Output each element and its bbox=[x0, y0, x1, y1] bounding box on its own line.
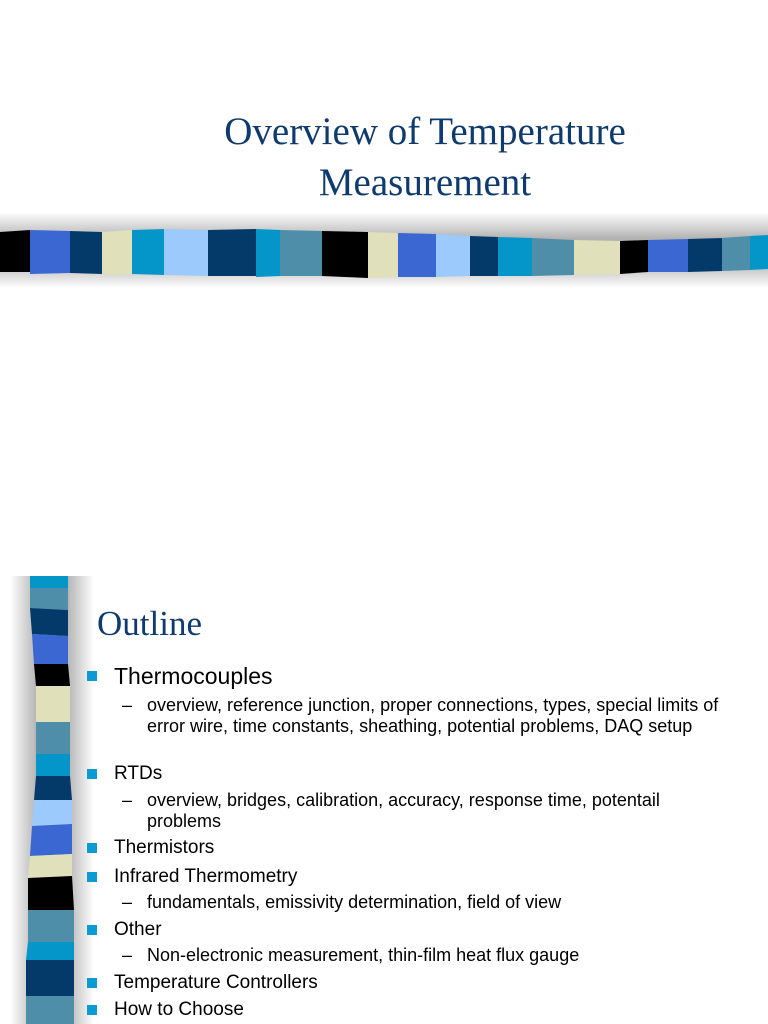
band-tile bbox=[26, 960, 74, 996]
band-tile bbox=[688, 238, 722, 272]
band-tile bbox=[30, 588, 68, 610]
outline-slide bbox=[0, 576, 768, 1024]
list-item-label: RTDs bbox=[114, 763, 163, 784]
band-tile bbox=[26, 996, 74, 1024]
list-item-label: Thermistors bbox=[114, 837, 215, 858]
band-tile bbox=[208, 229, 256, 276]
band-tile bbox=[30, 608, 68, 636]
band-tile bbox=[574, 240, 620, 275]
band-tile bbox=[256, 229, 280, 277]
band-tile bbox=[36, 686, 70, 722]
band-tile bbox=[648, 239, 688, 272]
band-tile bbox=[28, 876, 74, 910]
sub-list-item-text: overview, reference junction, proper connections, types, special limits of error wire, time constants, sheathing, potential problems, DAQ setup bbox=[147, 695, 719, 736]
decorative-vertical-band bbox=[0, 576, 100, 1024]
bullet-icon bbox=[87, 1005, 97, 1015]
band-tile bbox=[36, 722, 70, 754]
list-item-label: Infrared Thermometry bbox=[114, 866, 298, 887]
band-tile bbox=[0, 230, 30, 272]
band-tile bbox=[722, 236, 750, 271]
band-tile bbox=[30, 230, 70, 274]
band-tile bbox=[34, 776, 72, 800]
band-tile bbox=[436, 234, 470, 277]
band-tile bbox=[532, 238, 574, 276]
dash-marker: – bbox=[122, 892, 133, 912]
list-item-label: Thermocouples bbox=[114, 663, 273, 689]
bullet-icon bbox=[87, 872, 97, 882]
band-tile bbox=[132, 229, 164, 275]
band-tile bbox=[322, 231, 368, 278]
band-tile bbox=[164, 229, 208, 276]
band-tile bbox=[26, 942, 74, 960]
bullet-icon bbox=[87, 769, 97, 779]
sub-list-item-text: overview, bridges, calibration, accuracy, response time, potentail problems bbox=[147, 790, 660, 831]
band-tile bbox=[28, 910, 74, 942]
band-tile bbox=[30, 824, 72, 856]
dash-marker: – bbox=[122, 945, 133, 965]
slide-title-line-1: Overview of Temperature bbox=[224, 110, 626, 153]
band-tile bbox=[398, 233, 436, 277]
list-item-label: How to Choose bbox=[114, 999, 244, 1020]
band-tile bbox=[34, 664, 70, 686]
band-tile bbox=[36, 754, 70, 776]
band-tile bbox=[368, 232, 398, 278]
band-tile bbox=[470, 236, 498, 276]
bullet-icon bbox=[87, 978, 97, 988]
sub-list-item-text: fundamentals, emissivity determination, field of view bbox=[147, 892, 562, 912]
decorative-horizontal-band bbox=[0, 0, 768, 300]
band-tile bbox=[32, 800, 72, 826]
bullet-icon bbox=[87, 843, 97, 853]
dash-marker: – bbox=[122, 695, 133, 715]
dash-marker: – bbox=[122, 790, 133, 810]
band-tile bbox=[750, 235, 768, 270]
band-tile bbox=[70, 231, 102, 274]
outline-title: Outline bbox=[97, 604, 202, 643]
list-item-label: Other bbox=[114, 919, 162, 940]
bullet-icon bbox=[87, 671, 97, 681]
band-tile bbox=[32, 634, 68, 664]
band-tile bbox=[30, 576, 68, 588]
band-tile bbox=[28, 854, 72, 878]
band-tile bbox=[620, 240, 648, 274]
band-tile bbox=[498, 237, 532, 276]
band-tile bbox=[102, 230, 132, 275]
list-item-label: Temperature Controllers bbox=[114, 972, 318, 993]
slide-title-line-2: Measurement bbox=[318, 161, 532, 204]
bullet-icon bbox=[87, 925, 97, 935]
sub-list-item-text: Non-electronic measurement, thin-film heat flux gauge bbox=[147, 945, 580, 965]
band-tile bbox=[280, 230, 322, 276]
